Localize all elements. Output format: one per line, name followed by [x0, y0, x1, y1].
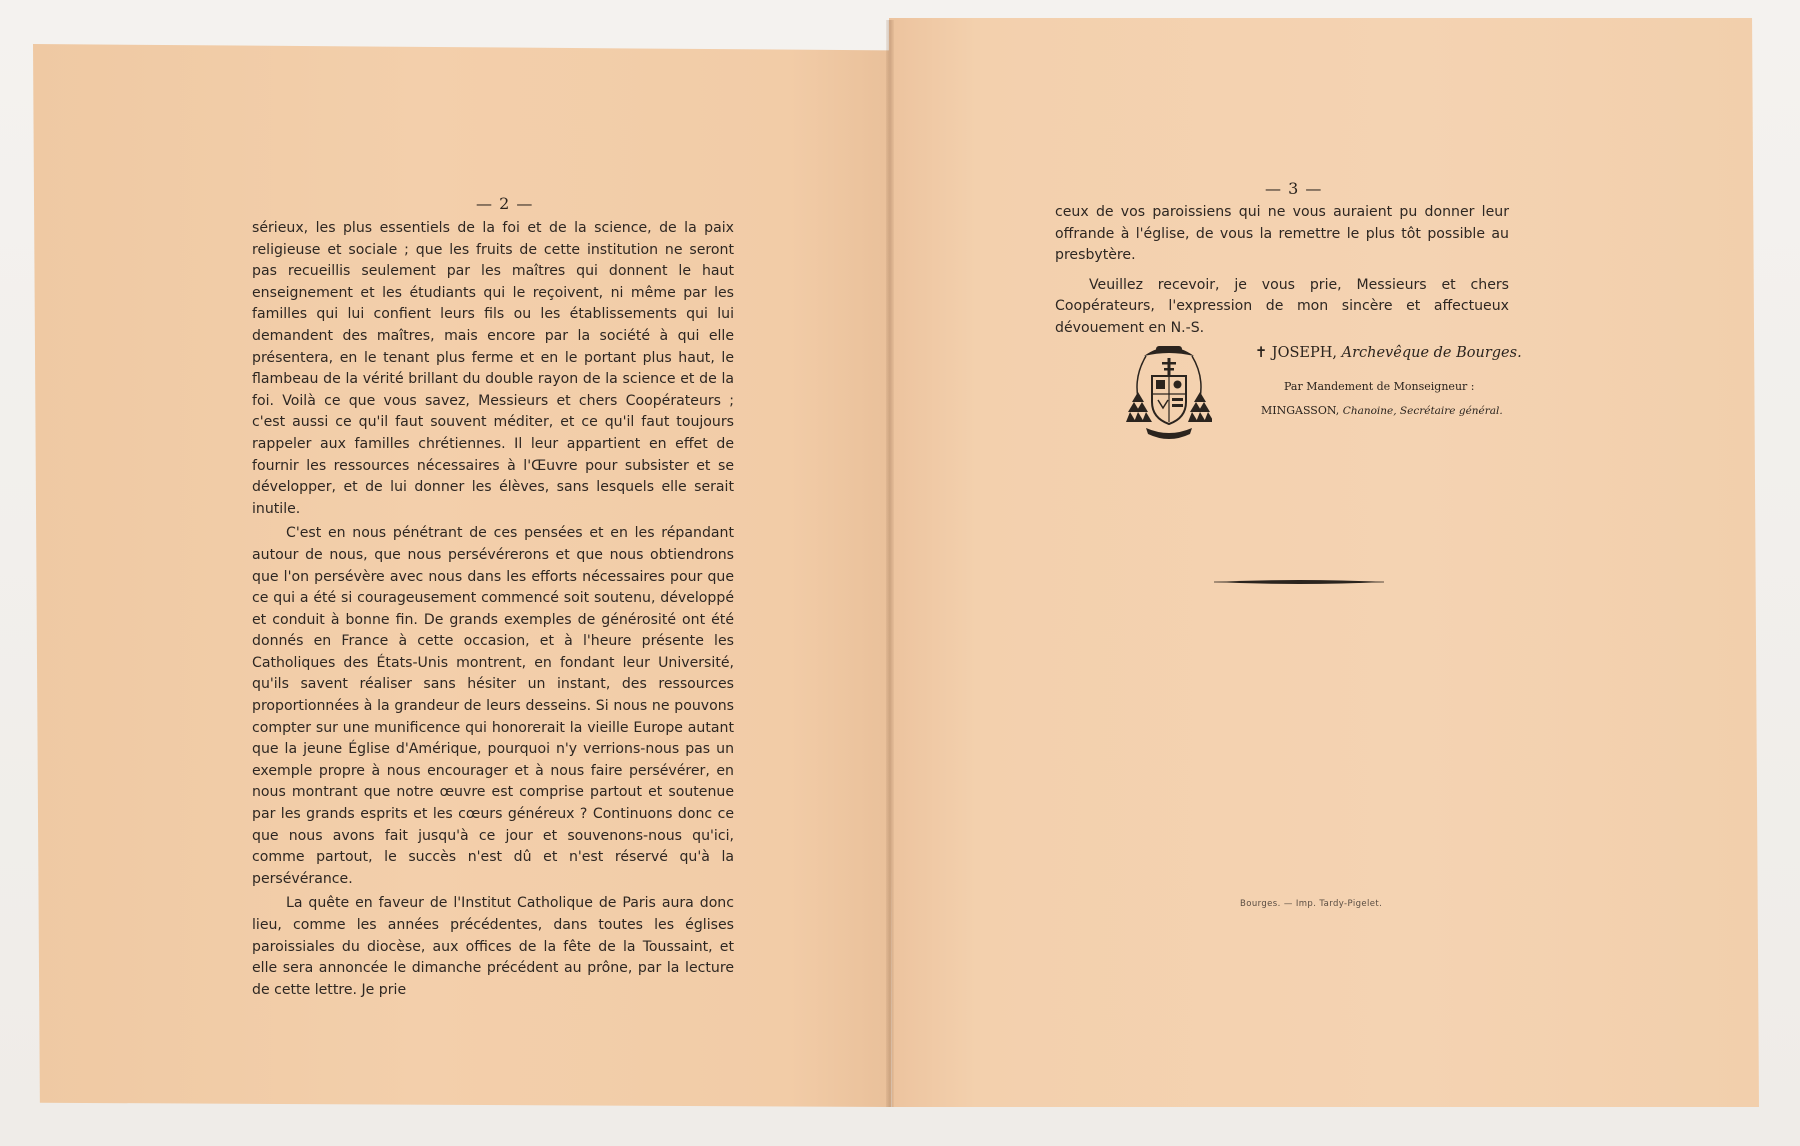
- paragraph-2: C'est en nous pénétrant de ces pensées et en les répandant autour de nous, que nous persévérerons et que nous obtiendrons que l'on persévère avec nous dans les efforts nécessaires pour que ce qui a été si courageusement commencé soit soutenu, développé et conduit à bonne fin. De grands exemples de générosité ont été donnés en France à cette occasion, et à l'heure présente les Catholiques des États-Unis montrent, en fondant leur Université, qu'ils savent réaliser sans hésiter un instant, des ressources proportionnées à la grandeur de leurs desseins. Si nous ne pouvons compter sur une munificence qui honorerait la vieille Europe autant que la jeune Église d'Amérique, pourquoi n'y verrions-nous pas un exemple propre à nous encourager et à nous faire persévérer, en nous montrant que notre œuvre est comprise partout et soutenue par les grands esprits et les cœurs généreux ? Continuons donc ce que nous avons fait jusqu'à ce jour et souvenons-nous qu'ici, comme partout, le succès n'est dû et n'est réservé qu'à la persévérance.: [252, 525, 734, 887]
- mandement-line: Par Mandement de Monseigneur :: [1284, 380, 1475, 393]
- paragraph-closing-2: Veuillez recevoir, je vous prie, Messieurs et chers Coopérateurs, l'expression de mon sincère et affectueux dévouement en N.-S.: [1055, 276, 1509, 336]
- page-number-right: — 3 —: [1265, 179, 1323, 198]
- printer-imprint: Bourges. — Imp. Tardy-Pigelet.: [1240, 899, 1383, 909]
- archbishop-coat-of-arms-icon: [1126, 336, 1212, 442]
- ornamental-rule-icon: [1214, 575, 1384, 589]
- archbishop-title: Archevêque de Bourges.: [1341, 345, 1522, 361]
- paragraph-3: La quête en faveur de l'Institut Catholique de Paris aura donc lieu, comme les années précédentes, dans toutes les églises paroissiales du diocèse, aux offices de la fête de la Toussaint, et elle sera annoncée le dimanche précédent au prône, par la lecture de cette lettre. Je prie: [252, 895, 734, 998]
- signature-archbishop: [1255, 345, 1522, 361]
- left-page-body: [252, 218, 734, 1001]
- page-number-left: — 2 —: [476, 194, 534, 213]
- right-page: [889, 18, 1759, 1107]
- paragraph-1: sérieux, les plus essentiels de la foi et de la science, de la paix religieuse et sociale ; que les fruits de cette institution ne seront pas recueillis seulement par les maîtres qui donnent le haut enseignement et les étudiants qui le reçoivent, ni même par les familles qui lui confient leurs fils ou les établissements qui lui demandent des maîtres, mais encore par la société à qui elle présentera, en le tenant plus ferme et en le portant plus haut, le flambeau de la vérité brillant du double rayon de la science et de la foi. Voilà ce que vous savez, Messieurs et chers Coopérateurs ; c'est aussi ce qu'il faut souvent méditer, et ce qu'il faut toujours rappeler aux familles chrétiennes. Il leur appartient en effet de fournir les ressources nécessaires à l'Œuvre pour subsister et se développer, et de lui donner les élèves, sans lesquels elle serait inutile.: [252, 220, 734, 517]
- secretary-signature: [1261, 404, 1503, 417]
- archbishop-name: ✝ JOSEPH,: [1255, 345, 1337, 361]
- book-gutter: [886, 20, 894, 1107]
- right-page-body: [1055, 202, 1509, 340]
- paragraph-closing-1: ceux de vos paroissiens qui ne vous auraient pu donner leur offrande à l'église, de vous la remettre le plus tôt possible au presbytère.: [1055, 204, 1509, 264]
- secretary-name: MINGASSON,: [1261, 404, 1340, 417]
- secretary-role: Chanoine, Secrétaire général.: [1342, 405, 1503, 417]
